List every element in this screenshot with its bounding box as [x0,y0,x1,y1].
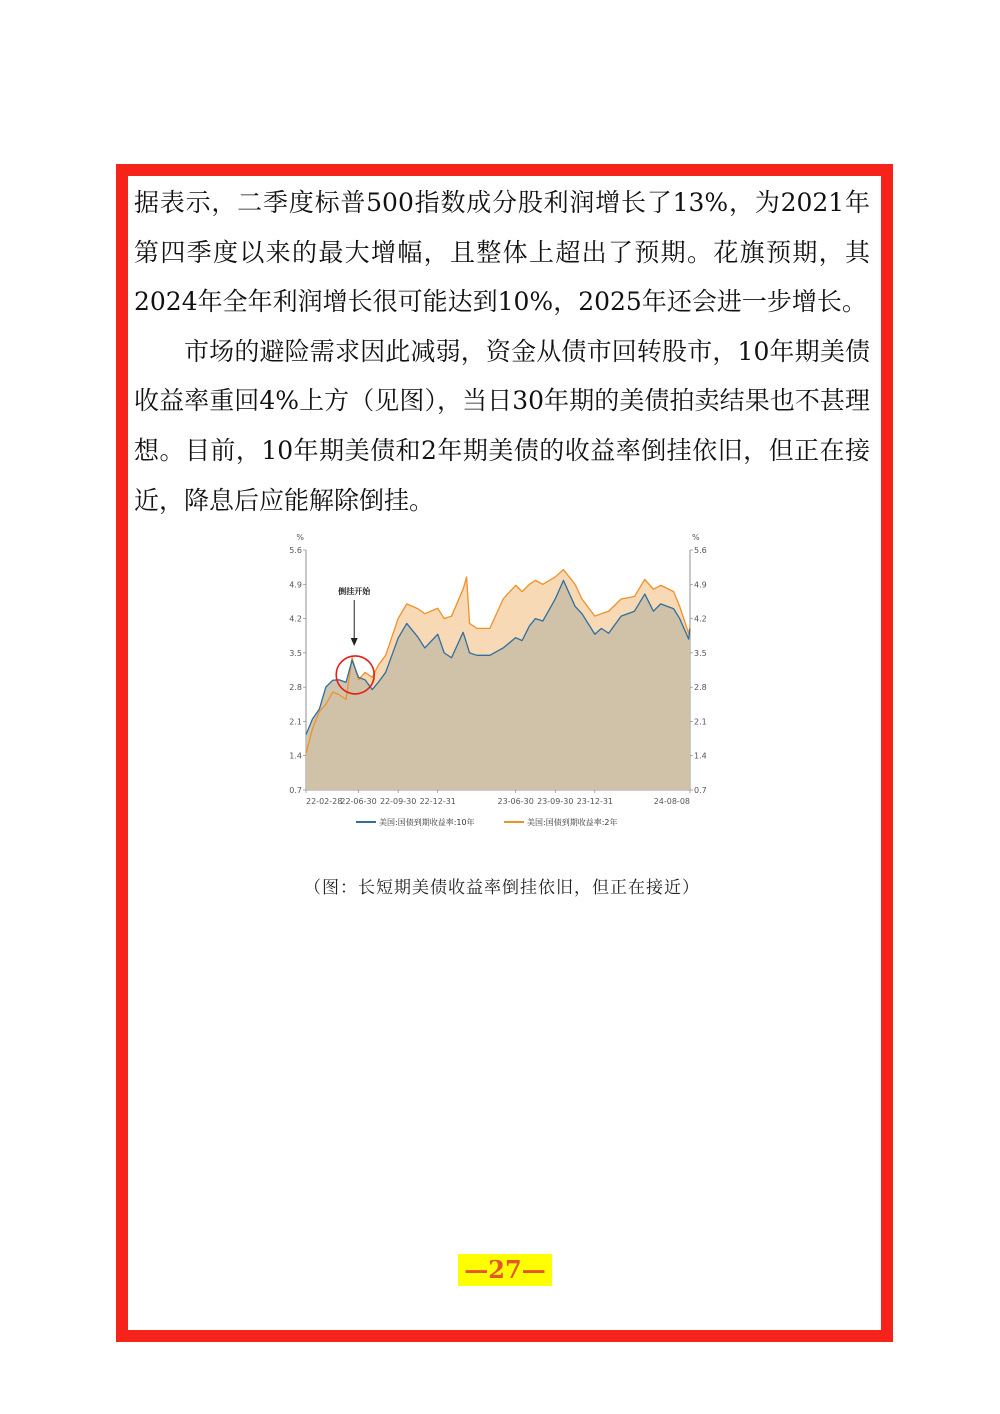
yield-chart [282,528,718,838]
y-unit-left: % [296,533,304,542]
y-tick-label-left: 3.5 [289,648,302,658]
y-tick-label-right: 4.2 [694,614,707,624]
y-tick-label-left: 0.7 [289,786,302,795]
y-tick-label-left: 5.6 [289,546,302,555]
x-tick-label: 22-12-31 [419,797,456,806]
figure-caption: （图：长短期美债收益率倒挂依旧，但正在接近） [304,878,700,898]
x-tick-label: 22-06-30 [340,797,377,806]
paragraph-1: 据表示，二季度标普500指数成分股利润增长了13%，为2021年第四季度以来的最大增幅，且整体上超出了预期。花旗预期，其2024年全年利润增长很可能达到10%，2025年还会进一步增长。 [134,188,870,317]
legend-label-10y: 美国:国债到期收益率:10年 [379,818,475,827]
annotation-label: 倒挂开始 [338,587,371,596]
y-tick-label-right: 4.9 [694,580,707,590]
x-tick-label: 23-09-30 [537,797,574,806]
x-tick-label: 23-12-31 [576,797,614,806]
y-tick-label-right: 3.5 [694,648,707,658]
y-unit-right: % [692,533,700,542]
annotation-arrow-head [351,638,358,646]
paragraph-2: 市场的避险需求因此减弱，资金从债市回转股市，10年期美债收益率重回4%上方（见图），当日30年期的美债拍卖结果也不甚理想。目前，10年期美债和2年期美债的收益率倒挂依旧，但正在接近，降息后应能解除倒挂。 [134,336,870,515]
x-tick-label: 23-06-30 [497,797,534,806]
y-tick-label-left: 2.8 [289,683,302,693]
page-number: —27— [458,1254,552,1286]
y-tick-label-right: 2.1 [694,717,707,727]
y-tick-label-left: 4.9 [289,580,302,590]
body-text [134,178,870,525]
legend-label-2y: 美国:国债到期收益率:2年 [527,818,618,827]
y-tick-label-left: 2.1 [289,717,302,727]
x-tick-label: 22-02-28 [306,797,343,806]
x-tick-label: 22-09-30 [379,797,417,806]
y-tick-label-left: 1.4 [289,751,302,761]
y-tick-label-right: 5.6 [694,546,707,555]
y-tick-label-right: 2.8 [694,683,707,693]
y-tick-label-left: 4.2 [289,614,302,624]
x-tick-label: 24-08-08 [653,797,690,806]
y-tick-label-right: 1.4 [694,751,707,761]
y-tick-label-right: 0.7 [694,786,707,795]
